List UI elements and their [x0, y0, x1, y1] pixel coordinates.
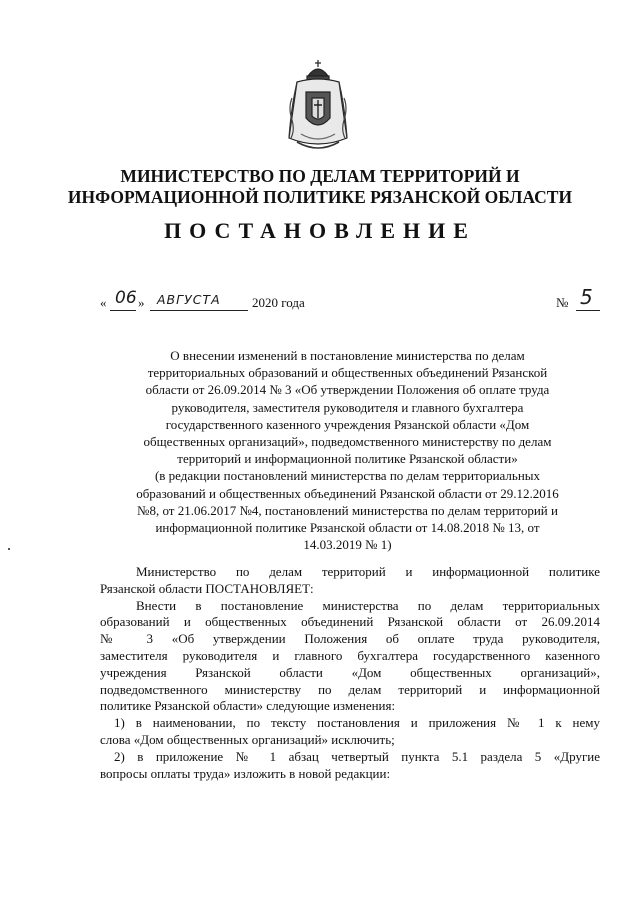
title-line: №8, от 21.06.2017 №4, постановлений министерства по делам территорий и	[137, 502, 558, 518]
month-underline	[150, 310, 248, 311]
document-type-heading: ПОСТАНОВЛЕНИЕ	[164, 218, 476, 243]
handwritten-month: АВГУСТА	[157, 292, 221, 307]
handwritten-number: 5	[580, 285, 593, 309]
paragraph-2-line-6: подведомственного министерству по делам территорий и информационной	[100, 681, 600, 697]
paragraph-2-line-3: № 3 «Об утверждении Положения об оплате труда руководителя,	[100, 631, 600, 647]
paragraph-3-line-1: 1) в наименовании, по тексту постановления и приложения № 1 к нему	[114, 715, 600, 731]
title-line: О внесении изменений в постановление министерства по делам	[170, 348, 525, 363]
organization-name-line-1: МИНИСТЕРСТВО ПО ДЕЛАМ ТЕРРИТОРИЙ И	[120, 166, 520, 186]
title-line: (в редакции постановлений министерства по делам территориальных	[154, 468, 541, 484]
number-underline	[576, 310, 600, 311]
paragraph-2-line-1: Внести в постановление министерства по делам территориальных	[136, 597, 600, 613]
date-open-quote: «	[100, 295, 107, 310]
document-body	[100, 564, 600, 782]
paragraph-2-line-2: образований и общественных объединений Рязанской области от 26.09.2014	[100, 614, 600, 630]
document-title	[95, 347, 600, 553]
number-sign: №	[556, 295, 569, 310]
day-underline	[110, 310, 136, 311]
organization-name-line-2: ИНФОРМАЦИОННОЙ ПОЛИТИКЕ РЯЗАНСКОЙ ОБЛАСТИ	[67, 187, 573, 207]
paragraph-2-line-5: учреждения Рязанской области «Дом общественных организаций»,	[100, 664, 600, 680]
title-line: области от 26.09.2014 № 3 «Об утверждении Положения об оплате труда	[145, 382, 550, 398]
paragraph-3-line-2: слова «Дом общественных организаций» исключить;	[100, 731, 395, 747]
paragraph-4-line-1: 2) в приложение № 1 абзац четвертый пункта 5.1 раздела 5 «Другие	[114, 748, 600, 764]
date-year: 2020 года	[252, 295, 305, 310]
paragraph-2-line-4: заместителя руководителя и главного бухгалтера государственного казенного	[100, 647, 600, 663]
coat-of-arms-icon	[283, 58, 353, 156]
date-number-row	[100, 285, 600, 317]
organization-name	[0, 166, 640, 208]
title-line: общественных организаций», подведомственного министерству по делам	[143, 434, 552, 450]
date-close-quote: »	[138, 295, 145, 310]
paragraph-2-line-7: политике Рязанской области» следующие изменения:	[100, 698, 396, 714]
handwritten-day: 06	[115, 288, 137, 308]
title-line: территорий и информационной политике Рязанской области»	[177, 451, 518, 467]
paragraph-4-line-2: вопросы оплаты труда» изложить в новой редакции:	[100, 765, 391, 781]
paragraph-1-line-2: Рязанской области ПОСТАНОВЛЯЕТ:	[100, 580, 314, 596]
title-line: руководителя, заместителя руководителя и главного бухгалтера	[171, 399, 524, 415]
title-line: государственного казенного учреждения Рязанской области «Дом	[165, 416, 530, 432]
title-line: территориальных образований и общественных объединений Рязанской	[147, 365, 548, 381]
scan-mark	[8, 548, 10, 550]
title-line: 14.03.2019 № 1)	[303, 537, 392, 553]
title-line: информационной политике Рязанской области от 14.08.2018 № 13, от	[155, 520, 540, 536]
title-line: образований и общественных объединений Рязанской области от 29.12.2016	[136, 485, 559, 501]
paragraph-1-line-1: Министерство по делам территорий и информационной политике	[136, 564, 600, 579]
